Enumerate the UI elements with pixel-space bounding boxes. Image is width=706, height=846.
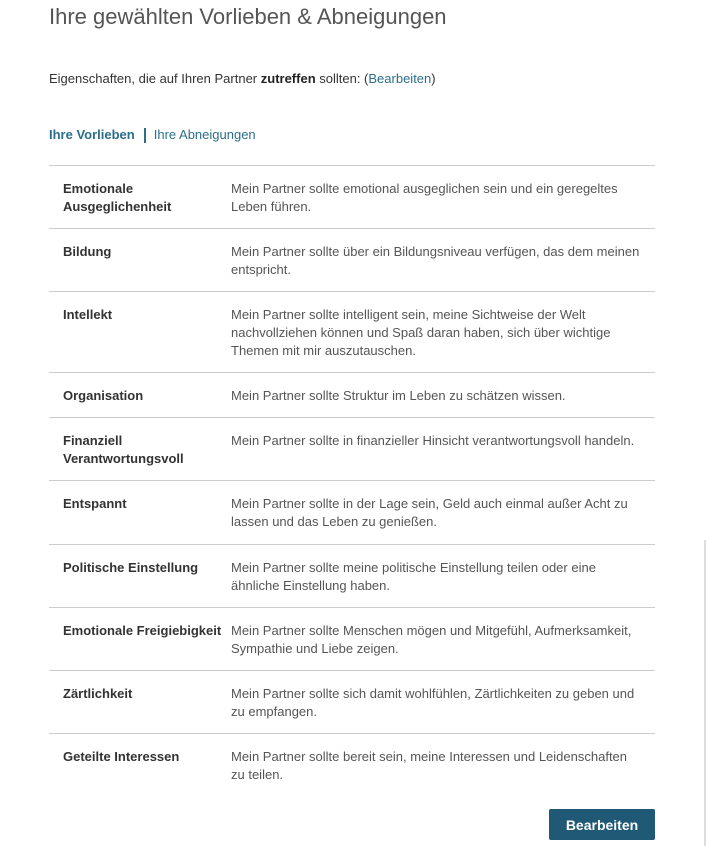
intro-edit-link[interactable]: Bearbeiten <box>368 71 432 86</box>
intro-text <box>49 71 436 87</box>
tab-abneigungen[interactable]: Ihre Abneigungen <box>153 127 256 142</box>
preference-name: Intellekt <box>63 307 113 322</box>
table-row <box>49 608 655 671</box>
table-row <box>49 734 655 797</box>
preference-name: Emotionale Ausgeglichenheit <box>63 181 172 214</box>
preference-name: Zärtlichkeit <box>63 686 133 701</box>
preference-tabs <box>49 127 256 143</box>
preference-name: Emotionale Freigiebigkeit <box>63 623 222 638</box>
preferences-table <box>49 165 655 797</box>
preference-name: Finanziell Verantwortungsvoll <box>63 433 184 466</box>
preference-name: Geteilte Interessen <box>63 749 180 764</box>
preference-name: Organisation <box>63 388 144 403</box>
table-row <box>49 545 655 608</box>
preference-description: Mein Partner sollte meine politische Einstellung teilen oder eine ähnliche Einstellung haben. <box>231 560 596 593</box>
table-row <box>49 671 655 734</box>
preference-description: Mein Partner sollte bereit sein, meine Interessen und Leidenschaften zu teilen. <box>231 749 628 782</box>
tab-vorlieben[interactable]: Ihre Vorlieben <box>49 127 135 142</box>
preference-description: Mein Partner sollte intelligent sein, meine Sichtweise der Welt nachvollziehen können und Spaß daran haben, sich über wichtige Themen mit mir auszutauschen. <box>231 307 611 358</box>
preference-description: Mein Partner sollte emotional ausgeglichen sein und ein geregeltes Leben führen. <box>231 181 618 214</box>
edit-button[interactable]: Bearbeiten <box>549 809 655 840</box>
preference-description: Mein Partner sollte in finanzieller Hinsicht verantwortungsvoll handeln. <box>231 433 635 448</box>
preference-description: Mein Partner sollte in der Lage sein, Geld auch einmal außer Acht zu lassen und das Leben zu genießen. <box>231 496 628 529</box>
preference-name: Politische Einstellung <box>63 560 199 575</box>
preference-description: Mein Partner sollte sich damit wohlfühlen, Zärtlichkeiten zu geben und zu empfangen. <box>231 686 635 719</box>
table-row <box>49 418 655 481</box>
intro-text-after: sollten: ( <box>315 71 369 86</box>
table-row <box>49 229 655 292</box>
preference-name: Bildung <box>63 244 112 259</box>
table-row <box>49 373 655 418</box>
table-row <box>49 166 655 229</box>
intro-emphasis: zutreffen <box>260 71 316 86</box>
preference-description: Mein Partner sollte Struktur im Leben zu schätzen wissen. <box>231 388 566 403</box>
preference-name: Entspannt <box>63 496 127 511</box>
intro-text-before: Eigenschaften, die auf Ihren Partner <box>49 71 261 86</box>
preference-description: Mein Partner sollte über ein Bildungsniveau verfügen, das dem meinen entspricht. <box>231 244 640 277</box>
table-row <box>49 292 655 373</box>
preference-description: Mein Partner sollte Menschen mögen und Mitgefühl, Aufmerksamkeit, Sympathie und Liebe zeigen. <box>231 623 632 656</box>
page-title: Ihre gewählten Vorlieben & Abneigungen <box>49 4 447 29</box>
intro-close-paren: ) <box>431 71 436 86</box>
tab-separator <box>144 128 146 143</box>
table-row <box>49 481 655 545</box>
